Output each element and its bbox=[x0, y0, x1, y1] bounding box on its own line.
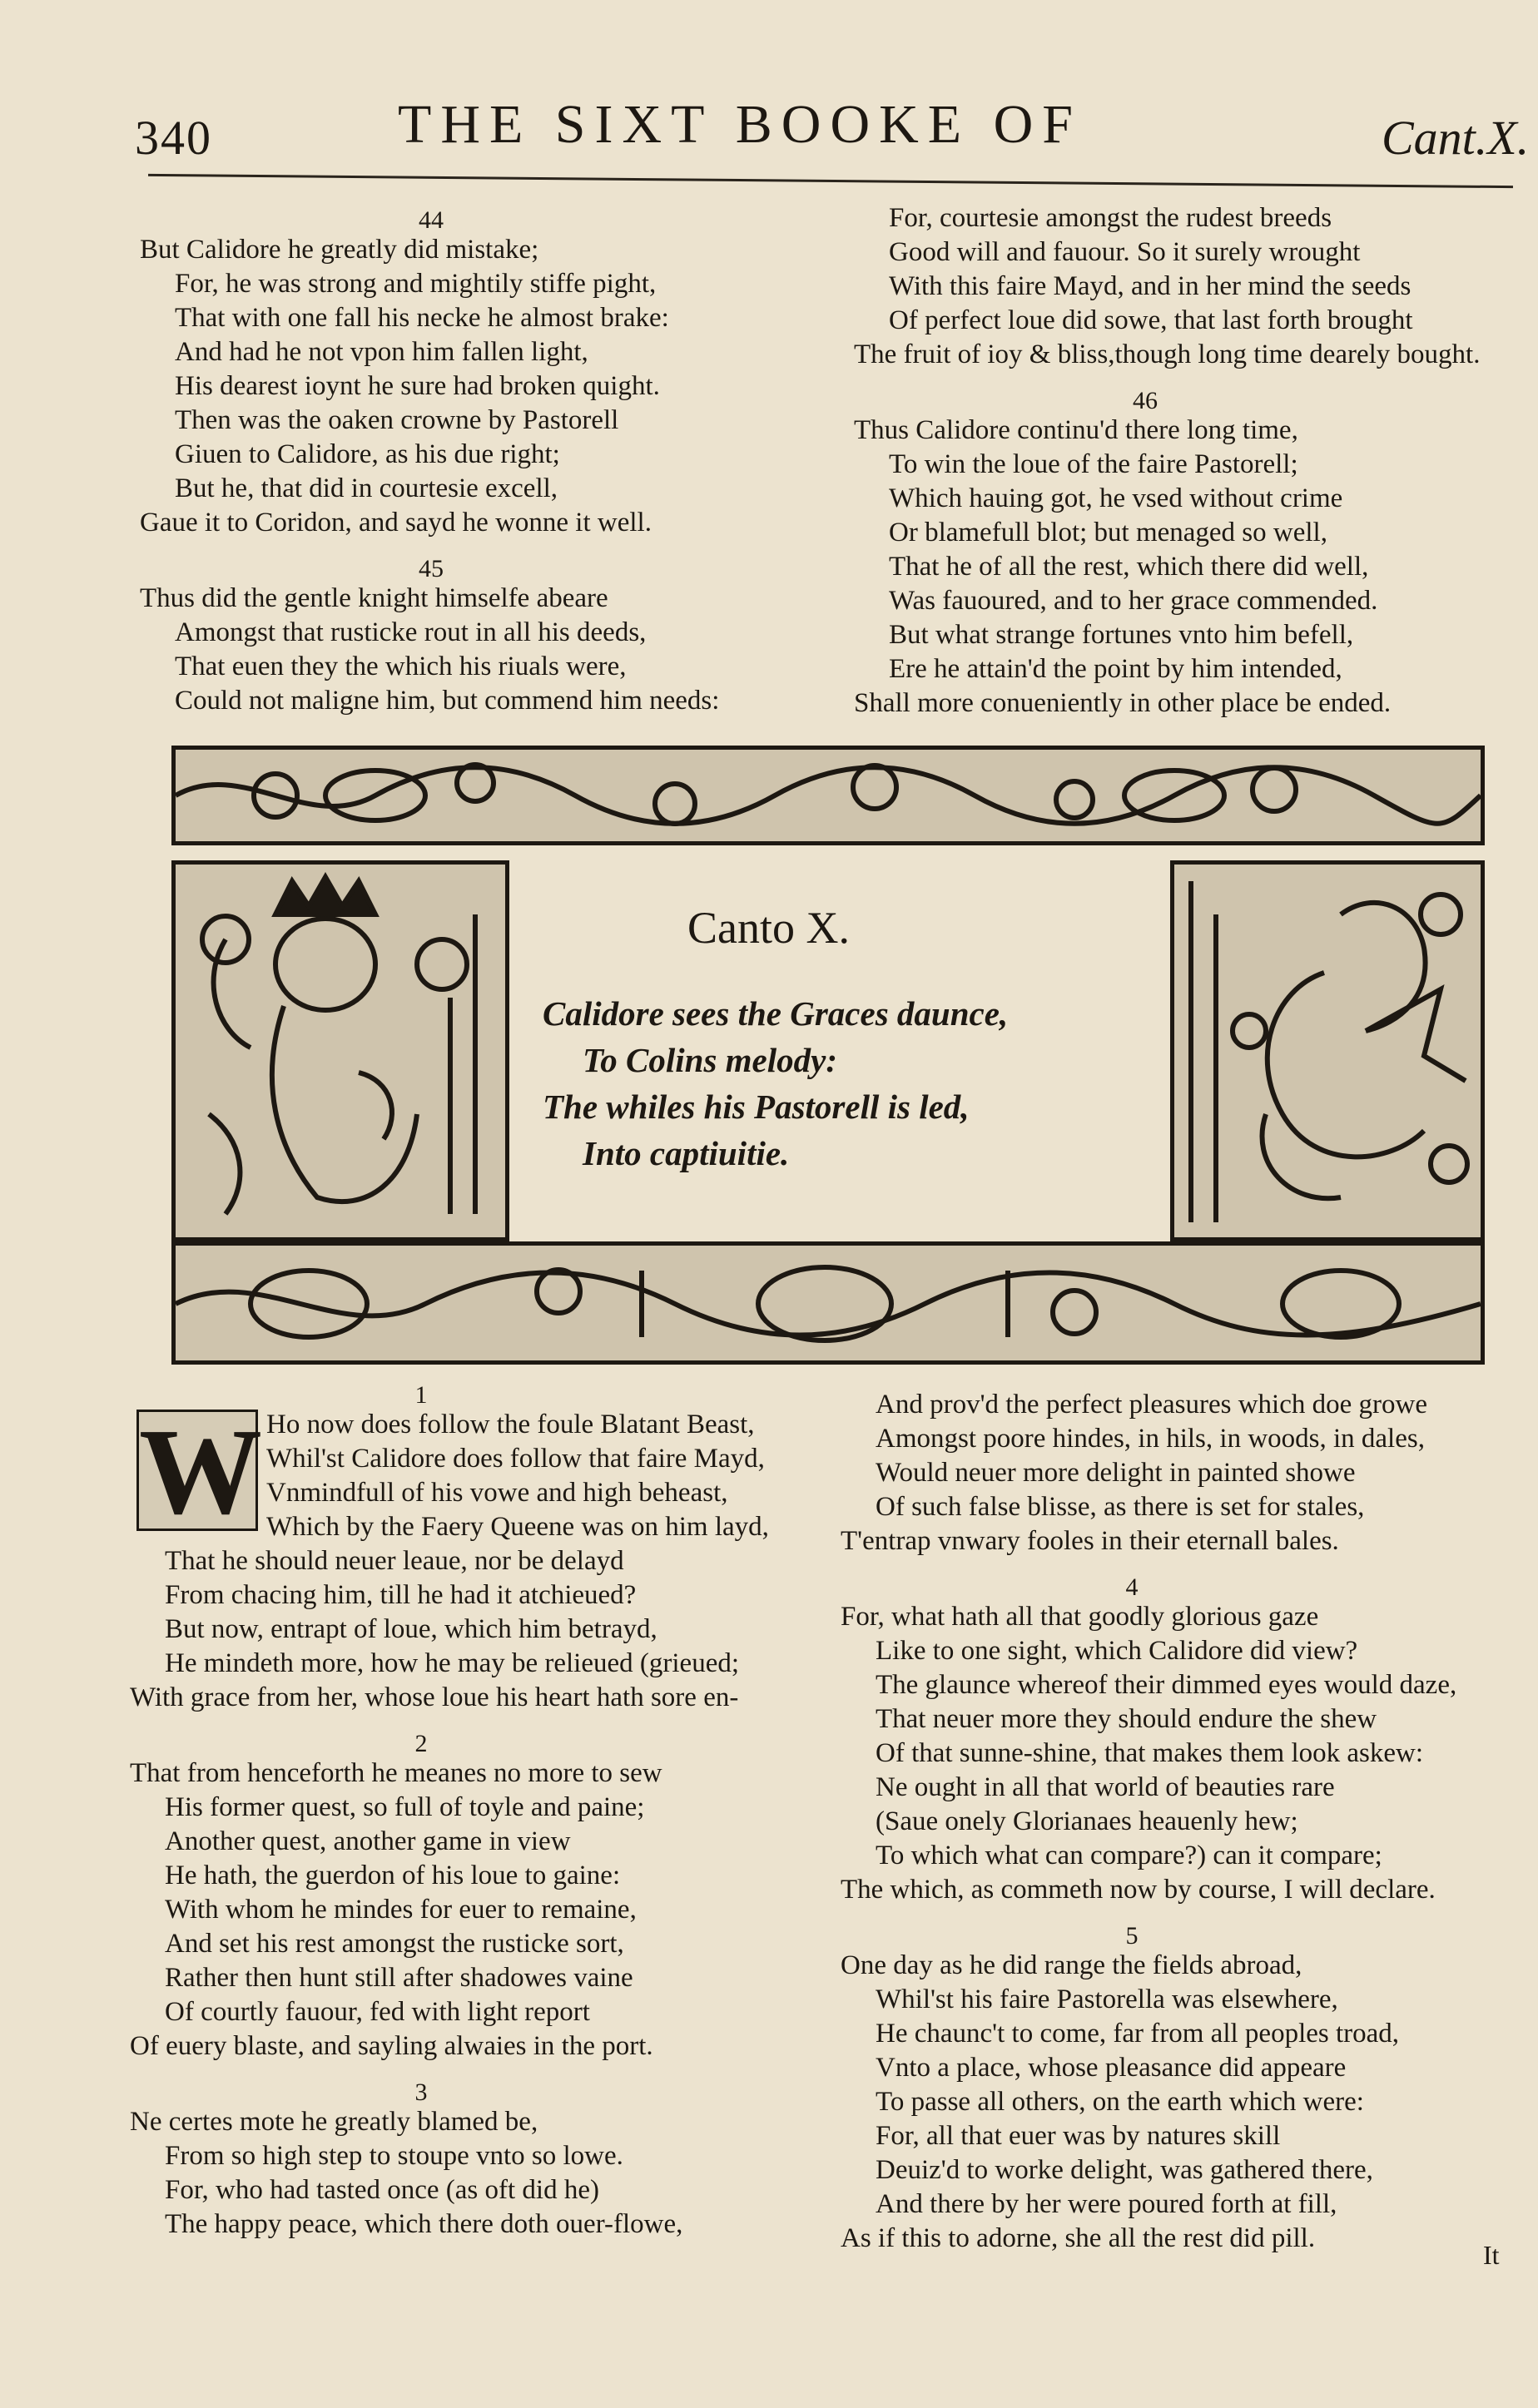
verse-line: Could not maligne him, but commend him needs: bbox=[175, 686, 720, 716]
verse-line: Thus did the gentle knight himselfe abeare bbox=[140, 583, 608, 613]
verse-line: That with one fall his necke he almost brake: bbox=[175, 303, 669, 333]
verse-line: He chaunc't to come, far from all peoples troad, bbox=[876, 2019, 1400, 2049]
verse-line: From chacing him, till he had it atchieued? bbox=[165, 1580, 637, 1610]
verse-line: Ho now does follow the foule Blatant Beast, bbox=[266, 1410, 755, 1439]
verse-line: Gaue it to Coridon, and sayd he wonne it well. bbox=[140, 508, 652, 538]
bottom-right-column bbox=[841, 1388, 1456, 2256]
verse-line: For, he was strong and mightily stiffe pight, bbox=[175, 269, 657, 299]
verse-line: But what strange fortunes vnto him befell, bbox=[889, 620, 1354, 650]
verse-line: Like to one sight, which Calidore did view? bbox=[876, 1636, 1358, 1666]
verse-line: To which what can compare?) can it compare; bbox=[876, 1841, 1382, 1870]
argument-line: Into captiuitie. bbox=[583, 1134, 790, 1172]
verse-line: But Calidore he greatly did mistake; bbox=[140, 235, 539, 265]
verse-line: Of such false blisse, as there is set for stales, bbox=[876, 1492, 1365, 1522]
stanza-gap bbox=[140, 540, 722, 557]
header-rule bbox=[148, 174, 1513, 188]
stanza-number: 5 bbox=[1125, 1922, 1139, 1950]
verse-line: Of euery blaste, and sayling alwaies in the port. bbox=[130, 2031, 653, 2061]
verse-line: With grace from her, whose loue his heart hath sore en- bbox=[130, 1682, 739, 1712]
verse-line: As if this to adorne, she all the rest did pill. bbox=[841, 2223, 1316, 2253]
stanza-number: 2 bbox=[414, 1730, 428, 1757]
verse-line: Of that sunne-shine, that makes them look askew: bbox=[876, 1738, 1424, 1768]
verse-line: And prov'd the perfect pleasures which doe growe bbox=[876, 1390, 1427, 1420]
argument-line: Calidore sees the Graces daunce, bbox=[543, 994, 1009, 1033]
verse-line: His dearest ioynt he sure had broken quight. bbox=[175, 371, 660, 401]
stanza-gap bbox=[130, 1715, 769, 1732]
verse-line: He hath, the guerdon of his loue to gaine: bbox=[165, 1861, 621, 1890]
verse-line: The happy peace, which there doth ouer-flowe, bbox=[165, 2209, 683, 2239]
running-title: THE SIXT BOOKE OF bbox=[398, 94, 1082, 155]
stanza-gap bbox=[854, 372, 1480, 389]
verse-line: Giuen to Calidore, as his due right; bbox=[175, 439, 560, 469]
verse-line: To passe all others, on the earth which were: bbox=[876, 2087, 1364, 2117]
verse-line: That from henceforth he meanes no more to sew bbox=[130, 1758, 662, 1788]
top-right-column bbox=[854, 201, 1480, 721]
verse-line: Then was the oaken crowne by Pastorell bbox=[175, 405, 619, 435]
verse-line: T'entrap vnwary fooles in their eternall bales. bbox=[841, 1526, 1339, 1556]
verse-line: Ne certes mote he greatly blamed be, bbox=[130, 2107, 538, 2137]
verse-line: Ne ought in all that world of beauties rare bbox=[876, 1772, 1335, 1802]
verse-line: And had he not vpon him fallen light, bbox=[175, 337, 588, 367]
verse-line: Whil'st his faire Pastorella was elsewhere, bbox=[876, 1984, 1338, 2014]
verse-line: But now, entrapt of loue, which him betrayd, bbox=[165, 1614, 657, 1644]
dragon-woodcut-panel bbox=[1170, 860, 1485, 1241]
verse-line: Thus Calidore continu'd there long time, bbox=[854, 415, 1298, 445]
stanza-number: 4 bbox=[1125, 1573, 1139, 1601]
ornament-top-border bbox=[171, 746, 1485, 845]
stanza-number: 1 bbox=[414, 1381, 428, 1409]
stanza-number: 45 bbox=[419, 555, 444, 582]
verse-line: Would neuer more delight in painted showe bbox=[876, 1458, 1356, 1488]
verse-line: For, who had tasted once (as oft did he) bbox=[165, 2175, 599, 2205]
verse-line: That he should neuer leaue, nor be delayd bbox=[165, 1546, 624, 1576]
verse-line: Or blamefull blot; but menaged so well, bbox=[889, 518, 1327, 547]
verse-line: For, courtesie amongst the rudest breeds bbox=[889, 203, 1332, 233]
stanza-number: 3 bbox=[414, 2079, 428, 2106]
verse-line: The fruit of ioy & bliss,though long time dearely bought. bbox=[854, 339, 1481, 369]
page-number: 340 bbox=[135, 111, 212, 165]
verse-line: Deuiz'd to worke delight, was gathered there, bbox=[876, 2155, 1373, 2185]
verse-line: And set his rest amongst the rusticke sort, bbox=[165, 1929, 624, 1959]
verse-line: He mindeth more, how he may be relieued (grieued; bbox=[165, 1648, 740, 1678]
verse-line: Which hauing got, he vsed without crime bbox=[889, 483, 1343, 513]
verse-line: Of perfect loue did sowe, that last forth brought bbox=[889, 305, 1413, 335]
verse-line: That neuer more they should endure the shew bbox=[876, 1704, 1377, 1734]
floral-border-icon bbox=[176, 750, 1481, 841]
verse-line: Rather then hunt still after shadowes vaine bbox=[165, 1963, 633, 1993]
verse-line: Whil'st Calidore does follow that faire Mayd, bbox=[266, 1444, 765, 1474]
verse-line: Amongst poore hindes, in hils, in woods, in dales, bbox=[876, 1424, 1425, 1454]
verse-line: The glaunce whereof their dimmed eyes would daze, bbox=[876, 1670, 1457, 1700]
canto-marker: Cant.X. bbox=[1382, 111, 1530, 165]
catchword: It bbox=[1483, 2240, 1500, 2270]
verse-line: The which, as commeth now by course, I will declare. bbox=[841, 1875, 1436, 1905]
dropcap-letter: W bbox=[139, 1404, 262, 1540]
ornament-bottom-border bbox=[171, 1241, 1485, 1365]
verse-line: For, all that euer was by natures skill bbox=[876, 2121, 1281, 2151]
argument-line: The whiles his Pastorell is led, bbox=[543, 1088, 970, 1126]
verse-line: Which by the Faery Queene was on him layd, bbox=[266, 1512, 769, 1542]
verse-line: For, what hath all that goodly glorious gaze bbox=[841, 1602, 1319, 1632]
stanza-number: 46 bbox=[1133, 387, 1158, 414]
verse-line: Shall more conueniently in other place be ended. bbox=[854, 688, 1392, 718]
verse-line: Vnto a place, whose pleasance did appeare bbox=[876, 2053, 1347, 2083]
verse-line: To win the loue of the faire Pastorell; bbox=[889, 449, 1298, 479]
bottom-left-column bbox=[130, 1383, 769, 2242]
stanza-number: 44 bbox=[419, 206, 444, 234]
stanza-gap bbox=[130, 2064, 769, 2080]
verse-line: Vnmindfull of his vowe and high beheast, bbox=[266, 1478, 728, 1508]
verse-line: And there by her were poured forth at fill, bbox=[876, 2189, 1337, 2219]
verse-line: Good will and fauour. So it surely wrought bbox=[889, 237, 1361, 267]
verse-line: That euen they the which his riuals were, bbox=[175, 652, 627, 681]
verse-line: His former quest, so full of toyle and paine; bbox=[165, 1792, 645, 1822]
stanza-gap bbox=[841, 1558, 1456, 1575]
verse-line: But he, that did in courtesie excell, bbox=[175, 473, 558, 503]
verse-line: Amongst that rusticke rout in all his deeds, bbox=[175, 617, 647, 647]
stanza-gap bbox=[841, 1907, 1456, 1924]
verse-line: Was fauoured, and to her grace commended. bbox=[889, 586, 1378, 616]
dragon-icon bbox=[1174, 865, 1481, 1237]
verse-line: That he of all the rest, which there did well, bbox=[889, 552, 1369, 582]
lion-woodcut-panel bbox=[171, 860, 509, 1241]
lion-crown-icon bbox=[176, 865, 505, 1237]
canto-argument bbox=[543, 990, 1008, 1177]
top-left-column bbox=[140, 208, 722, 718]
argument-line: To Colins melody: bbox=[583, 1041, 837, 1079]
verse-line: With whom he mindes for euer to remaine, bbox=[165, 1895, 637, 1925]
verse-line: (Saue onely Glorianaes heauenly hew; bbox=[876, 1806, 1298, 1836]
verse-line: One day as he did range the fields abroad, bbox=[841, 1950, 1302, 1980]
verse-line: Ere he attain'd the point by him intended, bbox=[889, 654, 1342, 684]
canto-title: Canto X. bbox=[687, 903, 850, 953]
verse-line: From so high step to stoupe vnto so lowe. bbox=[165, 2141, 623, 2171]
floral-vase-border-icon bbox=[176, 1246, 1481, 1360]
verse-line: Another quest, another game in view bbox=[165, 1826, 571, 1856]
verse-line: With this faire Mayd, and in her mind the seeds bbox=[889, 271, 1411, 301]
verse-line: Of courtly fauour, fed with light report bbox=[165, 1997, 590, 2027]
